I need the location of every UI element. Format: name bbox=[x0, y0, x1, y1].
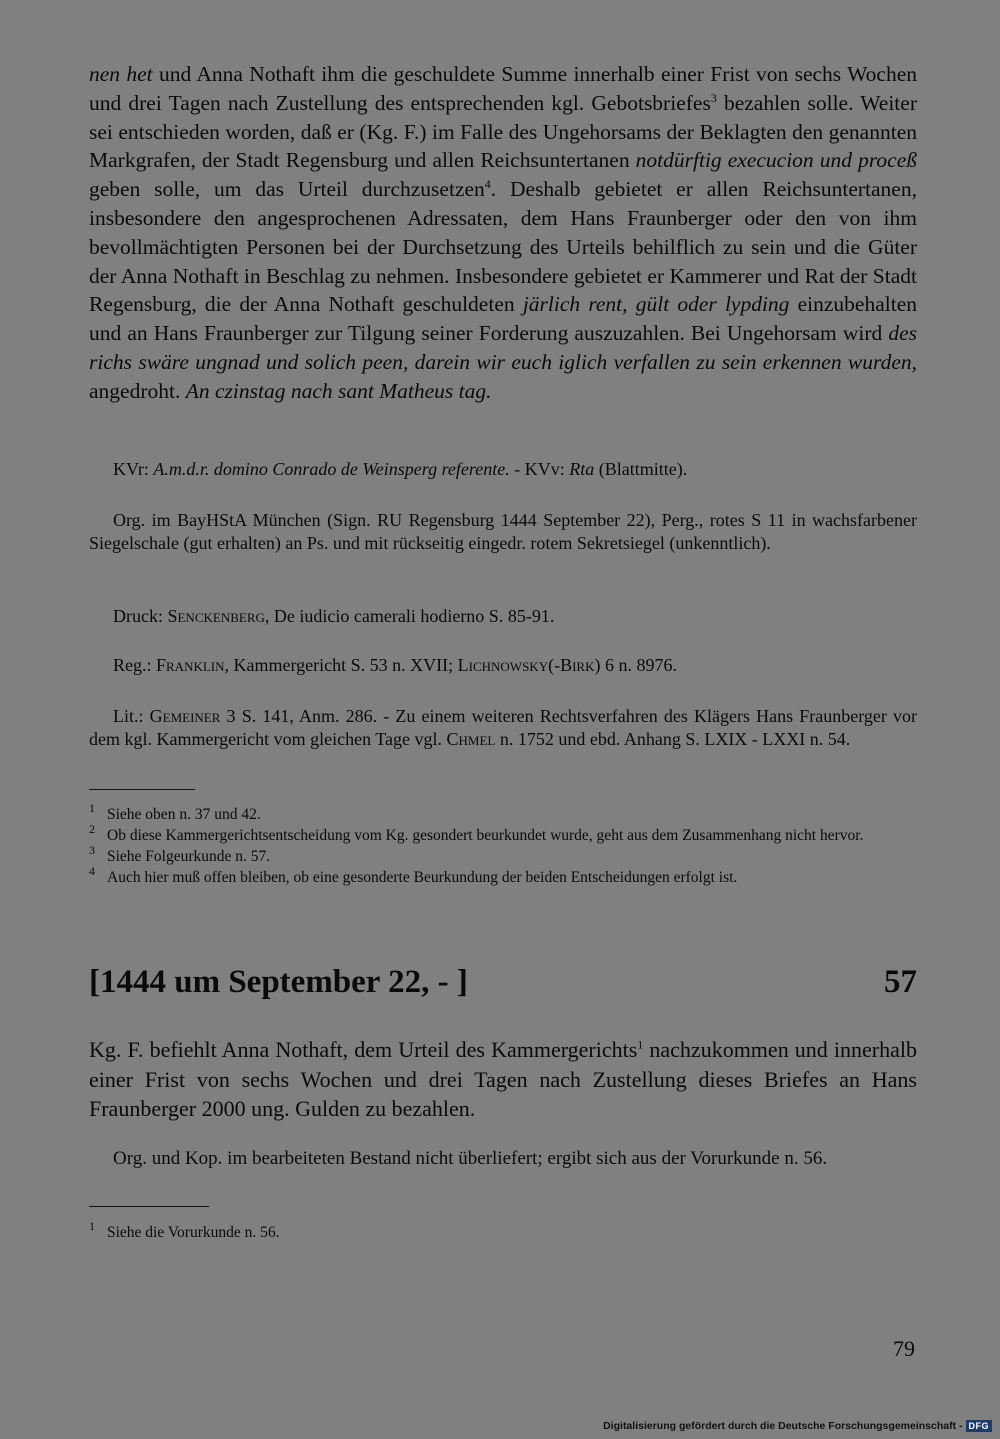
regest-note bbox=[89, 654, 917, 677]
footnote-number: 4 bbox=[89, 864, 95, 878]
text-run: , Kammergericht S. 53 n. XVII; bbox=[224, 655, 458, 675]
footnote-ref-3[interactable]: 3 bbox=[710, 90, 717, 105]
italic-quote: järlich rent, gült oder lypding bbox=[522, 292, 790, 317]
text-run: einzubehalten und an Hans Fraunberger zur Tilgung seiner Forderung auszuzahlen. Bei Ungehorsam wird bbox=[89, 292, 918, 346]
footnote-text: Ob diese Kammergerichtsentscheidung vom Kg. gesondert beurkundet wurde, geht aus dem Zusammenhang nicht hervor. bbox=[107, 827, 864, 844]
footnote-text: Siehe die Vorurkunde n. 56. bbox=[107, 1224, 280, 1241]
italic-quote: notdürftig execucion und proceß bbox=[635, 148, 917, 173]
text-run: nachzukommen und innerhalb einer Frist von sechs Wochen und drei Tagen nach Zustellung dieses Briefes an Hans Fraunberger 2000 ung. Gulden zu bezahlen. bbox=[89, 1037, 917, 1121]
footnote-ref-4[interactable]: 4 bbox=[484, 177, 491, 192]
original-text: Org. und Kop. im bearbeiteten Bestand nicht überliefert; ergibt sich aus der Vorurkunde n. 56. bbox=[113, 1148, 828, 1169]
text-run: Reg.: bbox=[113, 655, 156, 675]
text-run: . Deshalb gebietet er allen Reichsuntertanen, insbesondere den angesprochenen Adressaten, dem Hans Fraunberger oder den von ihm bevollmächtigten Personen bei der Durchsetzung des Urteils behilflich zu sein und die Güter der Anna Nothaft in Beschlag zu nehmen. Insbesondere gebietet er Kammerer und Rat der Stadt Regensburg, die der Anna Nothaft geschuldeten bbox=[89, 177, 917, 317]
italic-quote: Rta bbox=[569, 459, 595, 479]
footnote-item bbox=[89, 822, 917, 846]
text-run: Druck: bbox=[113, 606, 168, 626]
author-name: Franklin bbox=[156, 655, 225, 675]
footnote-text: Auch hier muß offen bleiben, ob eine gesonderte Beurkundung der beiden Entscheidungen erfolgt ist. bbox=[107, 869, 738, 886]
text-run: (Blattmitte). bbox=[594, 459, 688, 479]
author-name: Chmel bbox=[446, 728, 496, 749]
page-number: 79 bbox=[893, 1336, 915, 1361]
footer-credit bbox=[603, 1420, 992, 1432]
text-run: Lit.: bbox=[113, 706, 150, 726]
text-run: Kg. F. befiehlt Anna Nothaft, dem Urteil des Kammergerichts bbox=[89, 1037, 638, 1062]
footnote-ref-1[interactable]: 1 bbox=[637, 1037, 644, 1052]
druck-note bbox=[89, 605, 917, 628]
text-run: 3 S. 141, Anm. 286. - Zu einem weiteren Rechtsverfahren des Klägers Hans Fraunberger vor dem kgl. Kammergericht vom gleichen Tage vgl. bbox=[89, 706, 917, 749]
author-name: Senckenberg bbox=[167, 606, 265, 626]
author-name: Gemeiner bbox=[149, 706, 221, 726]
footnote-item bbox=[89, 1219, 917, 1243]
document-date: [1444 um September 22, - ] bbox=[89, 964, 468, 1000]
footer-text: Digitalisierung gefördert durch die Deutsche Forschungsgemeinschaft - bbox=[603, 1420, 963, 1432]
original-text: Org. im BayHStA München (Sign. RU Regensburg 1444 September 22), Perg., rotes S 11 in wachsfarbener Siegelschale (gut erhalten) an Ps. und mit rückseitig eingedr. rotem Sekretsiegel (unkenntlich). bbox=[89, 510, 917, 553]
main-text bbox=[89, 60, 917, 406]
italic-quote: nen het bbox=[89, 62, 153, 86]
footnote-item bbox=[89, 843, 917, 867]
footnote-item bbox=[89, 801, 917, 825]
text-run: geben solle, um das Urteil durchzusetzen bbox=[89, 177, 485, 202]
original-note bbox=[89, 509, 917, 554]
footnotes-section bbox=[89, 801, 917, 888]
footnote-number: 3 bbox=[89, 843, 95, 857]
author-name: Lichnowsky(-Birk) bbox=[457, 655, 601, 675]
text-run: , De iudicio camerali hodierno S. 85-91. bbox=[264, 606, 555, 626]
footnote-divider bbox=[89, 789, 195, 790]
italic-quote: A.m.d.r. domino Conrado de Weinsperg referente. bbox=[153, 459, 510, 479]
text-run: bezahlen solle. Weiter sei entschieden worden, daß er (Kg. F.) im Falle des Ungehorsams der Beklagten den genannten Markgrafen, der Stadt Regensburg und allen Reichsuntertanen bbox=[89, 90, 917, 173]
footnotes-section-2 bbox=[89, 1219, 917, 1243]
text-run: angedroht. bbox=[89, 378, 186, 403]
footnote-item bbox=[89, 864, 917, 888]
italic-date: An czinstag nach sant Matheus tag. bbox=[185, 378, 492, 403]
regest-text bbox=[89, 1035, 917, 1124]
footnote-text: Siehe oben n. 37 und 42. bbox=[107, 806, 261, 823]
literature-note bbox=[89, 705, 917, 750]
text-run: n. 1752 und ebd. Anhang S. LXIX - LXXI n. 54. bbox=[495, 728, 851, 749]
original-note-2 bbox=[89, 1146, 917, 1171]
text-run: - KVv: bbox=[509, 459, 570, 479]
dfg-logo: DFG bbox=[966, 1420, 993, 1432]
footnote-divider bbox=[89, 1206, 209, 1207]
text-run: 6 n. 8976. bbox=[600, 655, 677, 675]
document-number: 57 bbox=[884, 964, 917, 1000]
document-heading bbox=[89, 962, 917, 1002]
footnote-number: 1 bbox=[89, 801, 95, 815]
footnote-text: Siehe Folgeurkunde n. 57. bbox=[107, 848, 271, 865]
text-run: und Anna Nothaft ihm die geschuldete Summe innerhalb einer Frist von sechs Wochen und drei Tagen nach Zustellung des entsprechenden kgl. Gebotsbriefes bbox=[89, 62, 917, 115]
kanzleivermerk-note bbox=[89, 458, 917, 481]
footnote-number: 1 bbox=[89, 1219, 95, 1233]
footnote-number: 2 bbox=[89, 822, 95, 836]
main-paragraph bbox=[89, 60, 917, 406]
text-run: KVr: bbox=[113, 459, 154, 479]
italic-quote: des richs swäre ungnad und solich peen, darein wir euch iglich verfallen zu sein erkennen wurden, bbox=[89, 321, 917, 374]
